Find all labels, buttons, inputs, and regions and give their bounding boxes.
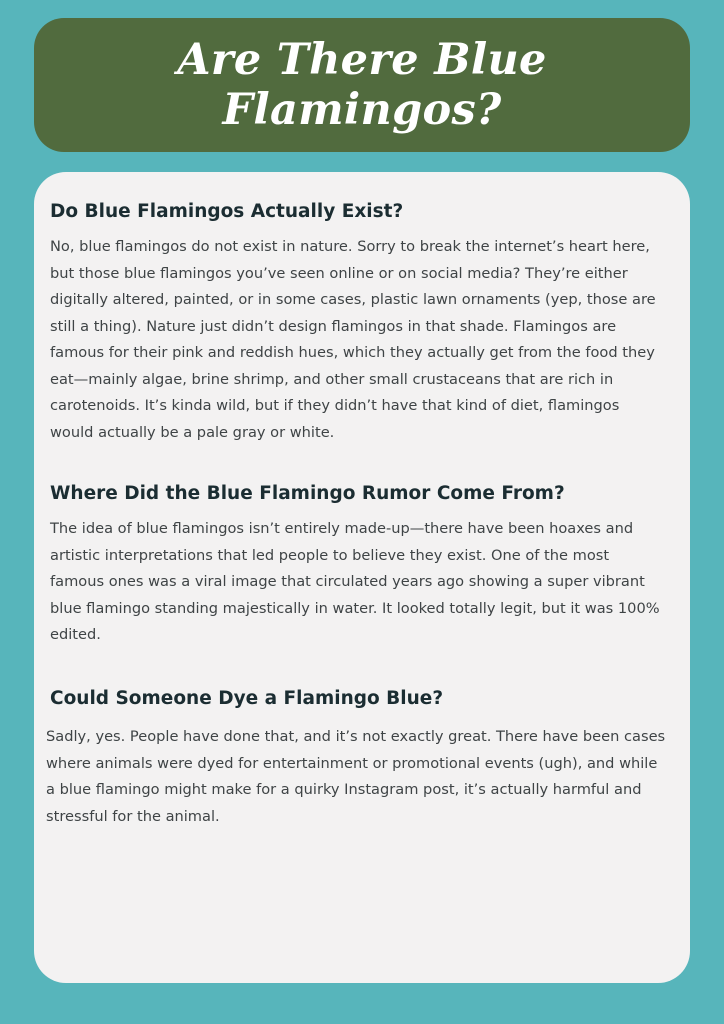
section-heading-exist: Do Blue Flamingos Actually Exist?: [50, 201, 404, 222]
page-title: Are There Blue Flamingos?: [177, 35, 547, 135]
section-body-exist: No, blue flamingos do not exist in nature. Sorry to break the internet’s heart here, but those blue flamingos you’ve seen online or on social media? They’re either digitally altered, painted, or in some cases, plastic lawn ornaments (yep, those are still a thing). Nature just didn’t design flamingos in that shade. Flamingos are famous for their pink and reddish hues, which they actually get from the food they eat—mainly algae, brine shrimp, and other small crustaceans that are rich in carotenoids. It’s kinda wild, but if they didn’t have that kind of diet, flamingos would actually be a pale gray or white.: [50, 238, 656, 441]
title-banner: [34, 18, 690, 152]
content-card: [34, 172, 690, 983]
section-heading-rumor: Where Did the Blue Flamingo Rumor Come From?: [50, 483, 565, 504]
section-heading-dye: Could Someone Dye a Flamingo Blue?: [50, 688, 444, 709]
section-body-rumor: The idea of blue flamingos isn’t entirely made-up—there have been hoaxes and artistic interpretations that led people to believe they exist. One of the most famous ones was a viral image that circulated years ago showing a super vibrant blue flamingo standing majestically in water. It looked totally legit, but it was 100% edited.: [50, 520, 660, 643]
section-body-dye: Sadly, yes. People have done that, and it’s not exactly great. There have been cases where animals were dyed for entertainment or promotional events (ugh), and while a blue flamingo might make for a quirky Instagram post, it’s actually harmful and stressful for the animal.: [46, 728, 666, 825]
